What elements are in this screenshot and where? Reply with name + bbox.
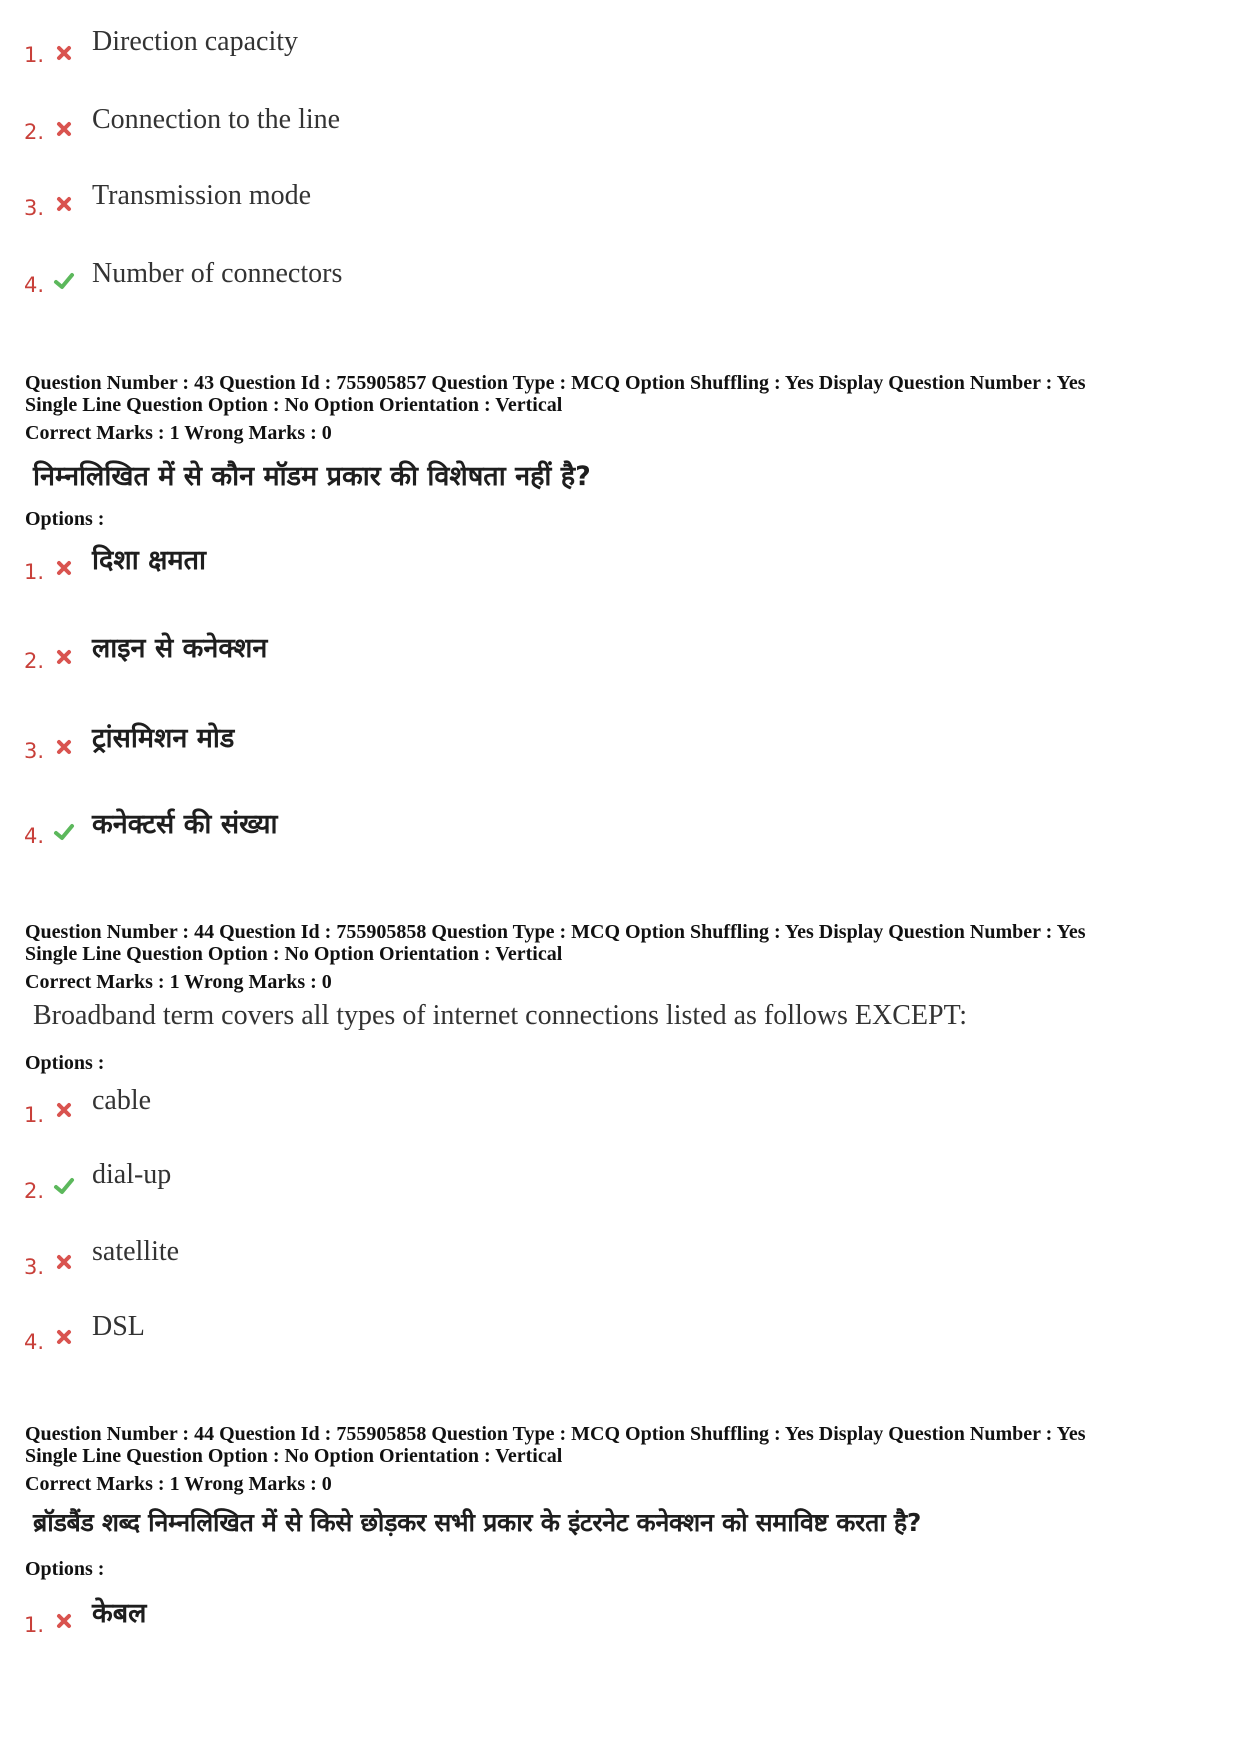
options-label: Options : [25, 508, 105, 530]
question-meta-line: Single Line Question Option : No Option Orientation : Vertical [25, 1445, 563, 1467]
option-item [0, 258, 1200, 306]
cross-icon [53, 118, 75, 140]
option-item [0, 180, 1200, 228]
question-meta-line: Question Number : 44 Question Id : 755905858 Question Type : MCQ Option Shuffling : Yes Display Question Number : Yes [25, 921, 1086, 943]
cross-icon [53, 1099, 75, 1121]
option-number: 4. [24, 824, 45, 848]
option-text: दिशा क्षमता [92, 545, 206, 576]
option-text: Connection to the line [92, 104, 341, 135]
option-text: cable [92, 1085, 152, 1116]
cross-icon [53, 1610, 75, 1632]
option-text: लाइन से कनेक्शन [92, 633, 268, 664]
option-text: ट्रांसमिशन मोड [92, 723, 235, 754]
option-item [0, 1085, 1200, 1130]
option-item [0, 1236, 1200, 1285]
cross-icon [53, 1251, 75, 1273]
cross-icon [53, 646, 75, 668]
option-number: 3. [24, 196, 45, 220]
option-number: 1. [24, 1613, 45, 1637]
option-number: 2. [24, 120, 45, 144]
option-number: 2. [24, 1179, 45, 1203]
option-text: Transmission mode [92, 180, 312, 211]
check-icon [53, 270, 75, 292]
option-item [0, 1159, 1200, 1208]
options-label: Options : [25, 1052, 105, 1074]
option-text: केबल [92, 1598, 147, 1629]
marks-line: Correct Marks : 1 Wrong Marks : 0 [25, 971, 332, 993]
question-meta-line: Question Number : 44 Question Id : 755905858 Question Type : MCQ Option Shuffling : Yes Display Question Number : Yes [25, 1423, 1086, 1445]
option-item [0, 26, 1200, 70]
option-text: Number of connectors [92, 258, 343, 289]
check-icon [53, 821, 75, 843]
question-meta-line: Single Line Question Option : No Option Orientation : Vertical [25, 394, 563, 416]
option-number: 3. [24, 1255, 45, 1279]
check-icon [53, 1175, 75, 1197]
option-number: 2. [24, 649, 45, 673]
cross-icon [53, 193, 75, 215]
options-label: Options : [25, 1558, 105, 1580]
cross-icon [53, 736, 75, 758]
option-number: 4. [24, 273, 45, 297]
marks-line: Correct Marks : 1 Wrong Marks : 0 [25, 422, 332, 444]
option-item [0, 809, 1200, 854]
option-item [0, 633, 1200, 680]
option-number: 1. [24, 43, 45, 67]
option-number: 3. [24, 739, 45, 763]
option-text: satellite [92, 1236, 180, 1267]
cross-icon [53, 1326, 75, 1348]
question-text: ब्रॉडबैंड शब्द निम्नलिखित में से किसे छोड़कर सभी प्रकार के इंटरनेट कनेक्शन को समाविष्ट करता है? [33, 1508, 922, 1537]
question-text: Broadband term covers all types of internet connections listed as follows EXCEPT: [33, 1000, 968, 1031]
option-item [0, 545, 1200, 590]
option-text: dial-up [92, 1159, 172, 1190]
option-item [0, 723, 1200, 770]
option-text: Direction capacity [92, 26, 299, 57]
option-number: 4. [24, 1330, 45, 1354]
option-text: कनेक्टर्स की संख्या [92, 809, 278, 840]
question-meta-line: Question Number : 43 Question Id : 755905857 Question Type : MCQ Option Shuffling : Yes Display Question Number : Yes [25, 372, 1086, 394]
question-meta-line: Single Line Question Option : No Option Orientation : Vertical [25, 943, 563, 965]
marks-line: Correct Marks : 1 Wrong Marks : 0 [25, 1473, 332, 1495]
question-text: निम्नलिखित में से कौन मॉडम प्रकार की विशेषता नहीं है? [33, 461, 591, 492]
cross-icon [53, 42, 75, 64]
option-item [0, 1311, 1200, 1360]
option-number: 1. [24, 560, 45, 584]
cross-icon [53, 557, 75, 579]
option-item [0, 1598, 1200, 1643]
option-item [0, 104, 1200, 152]
option-number: 1. [24, 1103, 45, 1127]
option-text: DSL [92, 1311, 145, 1342]
